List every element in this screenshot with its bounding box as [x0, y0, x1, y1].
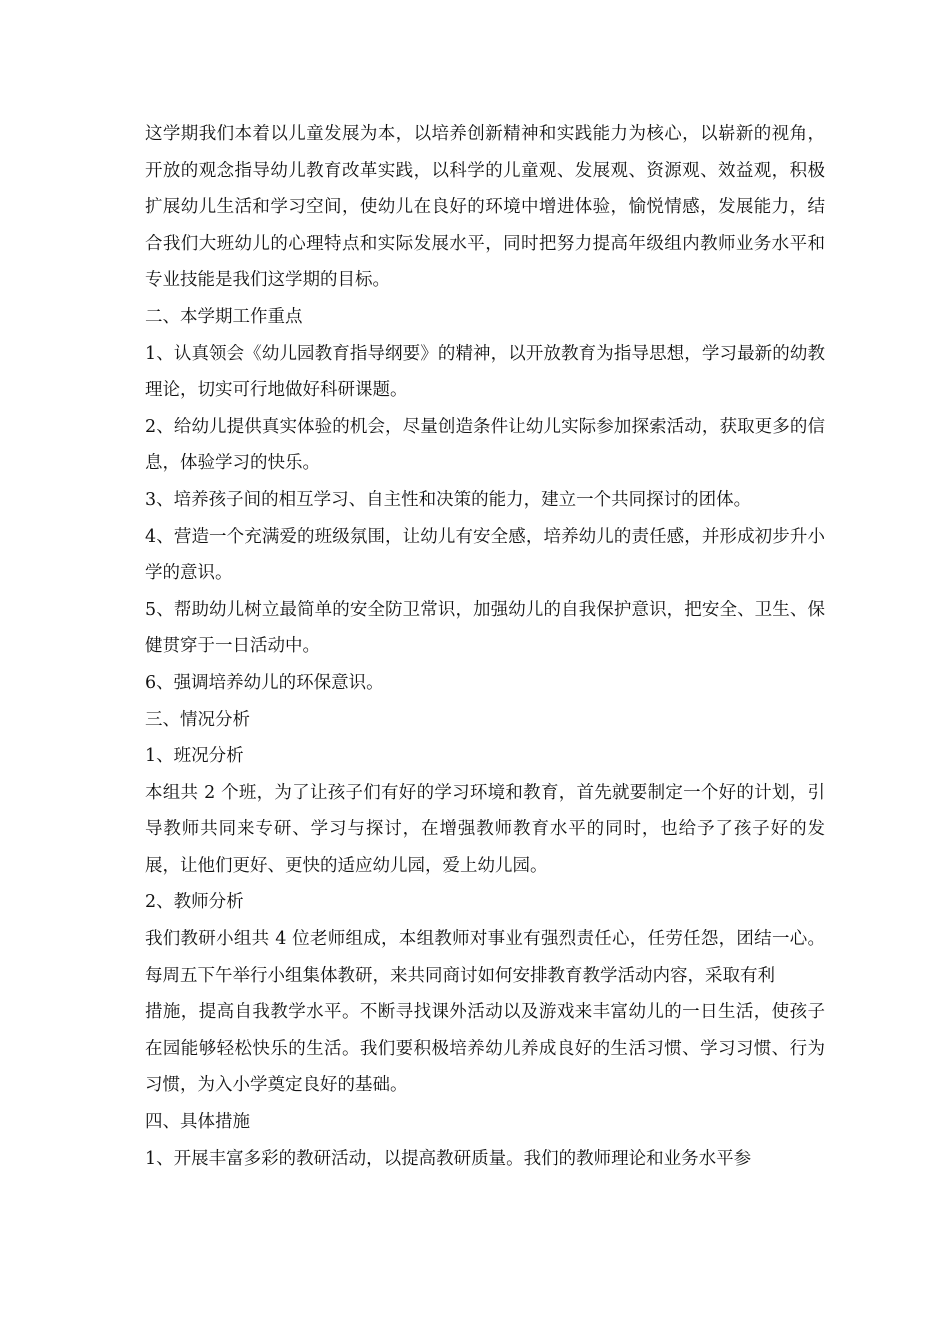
work-focus-item-4: 4、营造一个充满爱的班级氛围，让幼儿有安全感，培养幼儿的责任感，并形成初步升小学的意识。 [145, 526, 825, 584]
section-heading-situation-analysis: 三、情况分析 [145, 709, 250, 730]
work-focus-item-2: 2、给幼儿提供真实体验的机会，尽量创造条件让幼儿实际参加探索活动，获取更多的信息，体验学习的快乐。 [145, 416, 825, 474]
work-focus-item-1: 1、认真领会《幼儿园教育指导纲要》的精神，以开放教育为指导思想，学习最新的幼教理论，切实可行地做好科研课题。 [145, 343, 825, 401]
teacher-analysis-paragraph-2: 措施，提高自我教学水平。不断寻找课外活动以及游戏来丰富幼儿的一日生活，使孩子在园能够轻松快乐的生活。我们要积极培养幼儿养成良好的生活习惯、学习习惯、行为习惯，为入小学奠定良好的基础。 [145, 1002, 825, 1096]
intro-paragraph: 这学期我们本着以儿童发展为本，以培养创新精神和实践能力为核心，以崭新的视角，开放的观念指导幼儿教育改革实践，以科学的儿童观、发展观、资源观、效益观，积极扩展幼儿生活和学习空间，使幼儿在良好的环境中增进体验，愉悦情感，发展能力，结合我们大班幼儿的心理特点和实际发展水平，同时把努力提高年级组内教师业务水平和专业技能是我们这学期的目标。 [145, 124, 825, 291]
work-focus-item-5: 5、帮助幼儿树立最简单的安全防卫常识，加强幼儿的自我保护意识，把安全、卫生、保健贯穿于一日活动中。 [145, 599, 825, 657]
class-analysis-paragraph: 本组共 2 个班，为了让孩子们有好的学习环境和教育，首先就要制定一个好的计划，引导教师共同来专研、学习与探讨，在增强教师教育水平的同时，也给予了孩子好的发展，让他们更好、更快的适应幼儿园，爱上幼儿园。 [145, 782, 825, 876]
teacher-analysis-paragraph-1: 我们教研小组共 4 位老师组成，本组教师对事业有强烈责任心，任劳任怨，团结一心。每周五下午举行小组集体教研，来共同商讨如何安排教育教学活动内容，采取有利 [145, 929, 825, 986]
work-focus-item-3: 3、培养孩子间的相互学习、自主性和决策的能力，建立一个共同探讨的团体。 [145, 489, 752, 510]
section-heading-measures: 四、具体措施 [145, 1112, 250, 1133]
measures-item-1: 1、开展丰富多彩的教研活动，以提高教研质量。我们的教师理论和业务水平参 [145, 1148, 752, 1169]
work-focus-item-6: 6、强调培养幼儿的环保意识。 [145, 672, 384, 693]
document-body [145, 116, 825, 1177]
subheading-teacher-analysis: 2、教师分析 [145, 892, 244, 913]
section-heading-work-focus: 二、本学期工作重点 [145, 306, 303, 327]
subheading-class-analysis: 1、班况分析 [145, 746, 244, 767]
